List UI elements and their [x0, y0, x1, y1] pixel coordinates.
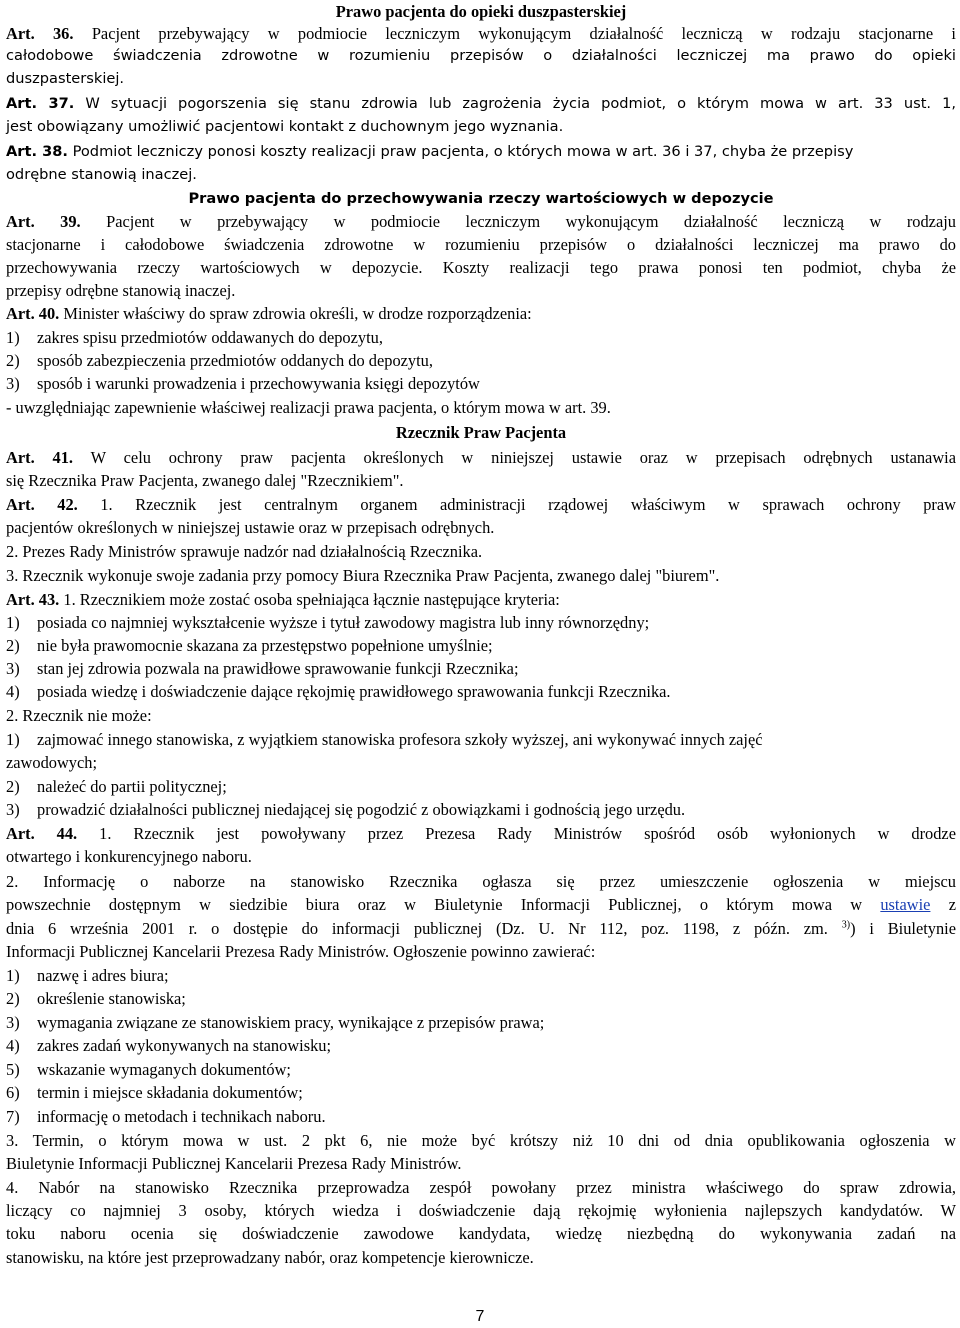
- article-44-paragraph-4-line-4: stanowisku, na które jest przeprowadzany nabór, oraz kompetencje kierownicze.: [6, 1248, 534, 1267]
- article-44-line-6: Informacji Publicznej Kancelarii Prezesa Rady Ministrów. Ogłoszenie powinno zawierać:: [6, 942, 596, 961]
- article-44-item-7: 7) informację o metodach i technikach naboru.: [6, 1107, 326, 1126]
- article-40-item-1: 1) zakres spisu przedmiotów oddawanych do depozytu,: [6, 328, 383, 347]
- article-36-number: Art. 36.: [6, 24, 74, 43]
- article-43-criterion-2: 2) nie była prawomocnie skazana za przestępstwo popełnione umyślnie;: [6, 636, 493, 655]
- article-42-line-3: 2. Prezes Rady Ministrów sprawuje nadzór nad działalnością Rzecznika.: [6, 542, 483, 561]
- article-40-tail: - uwzględniając zapewnienie właściwej realizacji prawa pacjenta, o którym mowa w art. 39.: [6, 398, 611, 417]
- article-40-number: Art. 40.: [6, 304, 60, 323]
- article-37-line-1: Art. 37. W sytuacji pogorszenia się stanu zdrowia lub zagrożenia życia podmiot, o którym mowa w art. 33 ust. 1,: [6, 95, 956, 112]
- article-40-item-3: 3) sposób i warunki prowadzenia i przechowywania księgi depozytów: [6, 374, 480, 393]
- section-heading-pastoral-care: Prawo pacjenta do opieki duszpasterskiej: [335, 2, 627, 21]
- article-36-line-1: Art. 36. Pacjent przebywający w podmiocie leczniczym wykonującym działalność leczniczą w rodzaju stacjonarne i: [6, 24, 956, 43]
- article-41-line-1: Art. 41. W celu ochrony praw pacjenta określonych w niniejszej ustawie oraz w przepisach odrębnych ustanawia: [6, 448, 956, 467]
- article-43-criterion-4: 4) posiada wiedzę i doświadczenie dające rękojmię prawidłowego sprawowania funkcji Rzecznika.: [6, 682, 671, 701]
- section-heading-ombudsman: Rzecznik Praw Pacjenta: [395, 423, 567, 442]
- article-44-item-3: 3) wymagania związane ze stanowiskiem pracy, wynikające z przepisów prawa;: [6, 1013, 545, 1032]
- article-44-paragraph-4-line-3: toku naboru ocenia się doświadczenie zawodowe kandydata, wiedzę niezbędną do wykonywania zadań na: [6, 1224, 956, 1243]
- article-39-line-3: przechowywania rzeczy wartościowych w depozycie. Koszty realizacji tego prawa ponosi ten podmiot, chyba że: [6, 258, 956, 277]
- article-37-number: Art. 37.: [6, 95, 75, 112]
- article-44-item-2: 2) określenie stanowiska;: [6, 989, 186, 1008]
- article-44-item-5: 5) wskazanie wymaganych dokumentów;: [6, 1060, 291, 1079]
- article-36-line-3: duszpasterskiej.: [6, 70, 125, 87]
- article-44-line-1: Art. 44. 1. Rzecznik jest powoływany przez Prezesa Rady Ministrów spośród osób wyłonionych w drodze: [6, 824, 956, 843]
- article-39-line-1: Art. 39. Pacjent w przebywający w podmiocie leczniczym wykonującym działalność leczniczą w rodzaju: [6, 212, 956, 231]
- article-43-prohibition-1: 1) zajmować innego stanowiska, z wyjątkiem stanowiska profesora szkoły wyższej, ani wykonywać innych zajęć: [6, 730, 763, 749]
- article-44-number: Art. 44.: [6, 824, 78, 843]
- article-44-item-4: 4) zakres zadań wykonywanych na stanowisku;: [6, 1036, 332, 1055]
- article-43-criterion-3: 3) stan jej zdrowia pozwala na prawidłowe sprawowanie funkcji Rzecznika;: [6, 659, 519, 678]
- section-heading-deposit: Prawo pacjenta do przechowywania rzeczy wartościowych w depozycie: [188, 190, 774, 207]
- article-44-paragraph-3-line-2: Biuletynie Informacji Publicznej Kancelarii Prezesa Rady Ministrów.: [6, 1154, 462, 1173]
- article-42-line-4: 3. Rzecznik wykonuje swoje zadania przy pomocy Biura Rzecznika Praw Pacjenta, zwanego dalej "biurem".: [6, 566, 720, 585]
- article-44-item-6: 6) termin i miejsce składania dokumentów;: [6, 1083, 303, 1102]
- article-44-paragraph-4-line-1: 4. Nabór na stanowisko Rzecznika przeprowadza zespół powołany przez ministra właściwego do spraw zdrowia,: [6, 1178, 956, 1197]
- article-44-line-3: 2. Informację o naborze na stanowisko Rzecznika ogłasza się przez umieszczenie ogłoszenia w miejscu: [6, 872, 956, 891]
- article-39-number: Art. 39.: [6, 212, 81, 231]
- footnote-ref: 3): [841, 919, 851, 931]
- article-43-prohibition-2: 2) należeć do partii politycznej;: [6, 777, 227, 796]
- article-44-line-4: powszechnie dostępnym w siedzibie biura oraz w Biuletynie Informacji Publicznej, o którym mowa w ustawie z: [6, 895, 956, 914]
- article-42-number: Art. 42.: [6, 495, 78, 514]
- article-43-criterion-1: 1) posiada co najmniej wykształcenie wyższe i tytuł zawodowy magistra lub inny równorzędny;: [6, 613, 650, 632]
- article-43-number: Art. 43.: [6, 590, 60, 609]
- article-38-line-1: Art. 38. Podmiot leczniczy ponosi koszty realizacji praw pacjenta, o których mowa w art. 36 i 37, chyba że przepisy: [6, 143, 854, 160]
- article-38-number: Art. 38.: [6, 143, 68, 160]
- article-44-paragraph-3-line-1: 3. Termin, o którym mowa w ust. 2 pkt 6, nie może być krótszy niż 10 dni od dnia opublikowania ogłoszenia w: [6, 1131, 956, 1150]
- article-39-line-4: przepisy odrębne stanowią inaczej.: [6, 281, 236, 300]
- page-number: 7: [475, 1308, 485, 1325]
- article-41-line-2: się Rzecznika Praw Pacjenta, zwanego dalej "Rzecznikiem".: [6, 471, 404, 490]
- article-44-item-1: 1) nazwę i adres biura;: [6, 966, 169, 985]
- article-42-line-2: pacjentów określonych w niniejszej ustawie oraz w przepisach odrębnych.: [6, 518, 495, 537]
- article-40-line-1: Art. 40. Minister właściwy do spraw zdrowia określi, w drodze rozporządzenia:: [6, 304, 532, 323]
- article-39-line-2: stacjonarne i całodobowe świadczenia zdrowotne w rozumieniu przepisów o działalności leczniczej ma prawo do: [6, 235, 956, 254]
- article-44-line-5: dnia 6 września 2001 r. o dostępie do informacji publicznej (Dz. U. Nr 112, poz. 1198, z późn. zm. $^{3)}$) i Biuletynie: [6, 919, 956, 938]
- article-44-line-2: otwartego i konkurencyjnego naboru.: [6, 847, 252, 866]
- article-42-line-1: Art. 42. 1. Rzecznik jest centralnym organem administracji rządowej właściwym w sprawach ochrony praw: [6, 495, 956, 514]
- article-43-paragraph-2: 2. Rzecznik nie może:: [6, 706, 152, 725]
- article-38-line-2: odrębne stanowią inaczej.: [6, 166, 197, 183]
- article-41-number: Art. 41.: [6, 448, 74, 467]
- article-43-line-1: Art. 43. 1. Rzecznikiem może zostać osoba spełniająca łącznie następujące kryteria:: [6, 590, 560, 609]
- article-40-item-2: 2) sposób zabezpieczenia przedmiotów oddanych do depozytu,: [6, 351, 433, 370]
- article-43-prohibition-3: 3) prowadzić działalności publicznej niedającej się pogodzić z obowiązkami i godnością jego urzędu.: [6, 800, 686, 819]
- article-37-line-2: jest obowiązany umożliwić pacjentowi kontakt z duchownym jego wyznania.: [6, 118, 564, 135]
- article-44-paragraph-4-line-2: liczący co najmniej 3 osoby, których wiedza i doświadczenie dają rękojmię wyłonienia najlepszych kandydatów. W: [6, 1201, 956, 1220]
- article-36-line-2: całodobowe świadczenia zdrowotne w rozumieniu przepisów o działalności leczniczej ma prawo do opieki: [6, 47, 956, 64]
- article-43-prohibition-1-cont: zawodowych;: [6, 753, 98, 772]
- ustawie-link[interactable]: ustawie: [880, 895, 931, 914]
